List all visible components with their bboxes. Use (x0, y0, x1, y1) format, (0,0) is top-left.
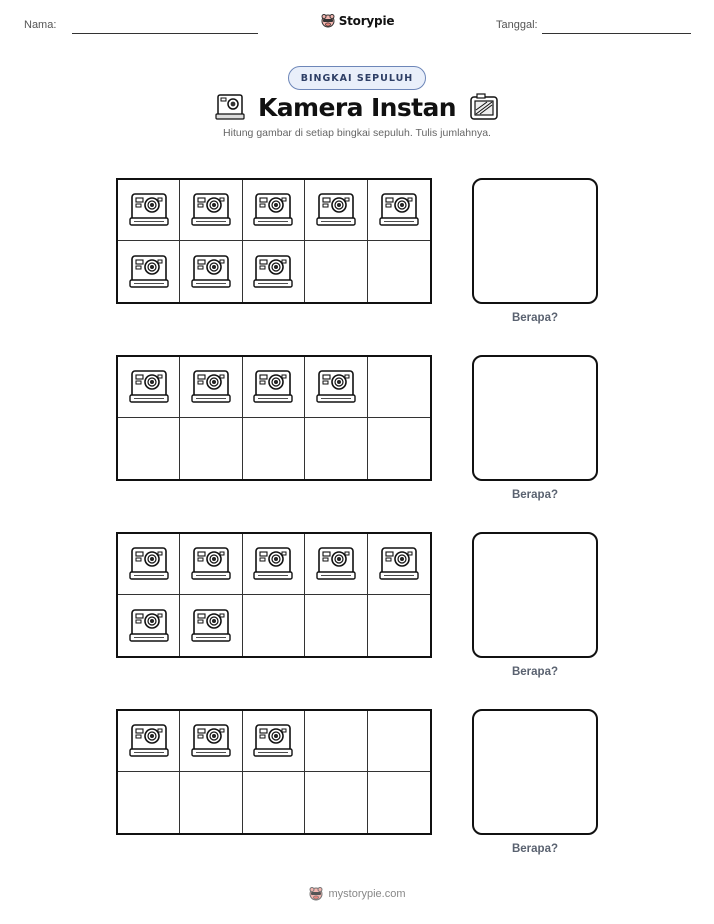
answer-label-2: Berapa? (511, 489, 559, 501)
frame-cell (243, 711, 305, 772)
instant-camera-icon (315, 365, 357, 409)
instant-camera-icon (252, 365, 294, 409)
frame-cell (118, 357, 180, 418)
instant-camera-icon (315, 188, 357, 232)
frame-cell (243, 241, 305, 302)
frame-cell (180, 772, 242, 833)
frame-cell (368, 418, 430, 479)
name-write-line[interactable] (72, 33, 258, 34)
frame-cell (180, 534, 242, 595)
pig-mascot-icon (308, 886, 324, 902)
answer-label-3: Berapa? (511, 666, 559, 678)
answer-label-4: Berapa? (511, 843, 559, 855)
instant-camera-icon (378, 188, 420, 232)
frame-cell (305, 241, 367, 302)
frame-cell (180, 711, 242, 772)
frame-cell (305, 772, 367, 833)
polaroid-camera-icon (214, 92, 246, 122)
frame-cell (368, 772, 430, 833)
frame-cell (243, 418, 305, 479)
instant-camera-icon (190, 604, 232, 648)
ten-frame-3 (116, 532, 432, 658)
footer-url: mystorypie.com (328, 888, 406, 900)
frame-cell (180, 357, 242, 418)
frame-cell (243, 180, 305, 241)
worksheet-type-badge: BINGKAI SEPULUH (288, 66, 426, 90)
instant-camera-icon (190, 188, 232, 232)
instant-camera-icon (252, 250, 294, 294)
frame-cell (118, 180, 180, 241)
frame-cell (118, 711, 180, 772)
frame-cell (305, 180, 367, 241)
answer-label-1: Berapa? (511, 312, 559, 324)
date-write-line[interactable] (542, 33, 691, 34)
frame-cell (368, 711, 430, 772)
frame-cell (243, 772, 305, 833)
frame-cell (118, 595, 180, 656)
instant-camera-icon (128, 542, 170, 586)
frame-cell (368, 180, 430, 241)
frame-cell (243, 595, 305, 656)
ten-frame-4 (116, 709, 432, 835)
instant-camera-icon (128, 719, 170, 763)
frame-cell (305, 418, 367, 479)
title-row (0, 92, 714, 122)
frame-cell (180, 418, 242, 479)
frame-cell (368, 241, 430, 302)
name-label: Nama: (24, 19, 57, 31)
page-title: Kamera Instan (258, 92, 456, 122)
film-camera-icon (468, 92, 500, 122)
frame-cell (180, 595, 242, 656)
pig-mascot-icon (320, 13, 336, 29)
answer-box-4[interactable] (472, 709, 598, 835)
frame-cell (118, 772, 180, 833)
frame-cell (368, 357, 430, 418)
frame-cell (180, 180, 242, 241)
instant-camera-icon (315, 542, 357, 586)
instant-camera-icon (252, 188, 294, 232)
instant-camera-icon (128, 250, 170, 294)
frame-cell (305, 595, 367, 656)
answer-box-2[interactable] (472, 355, 598, 481)
frame-cell (243, 534, 305, 595)
instant-camera-icon (190, 365, 232, 409)
ten-frame-1 (116, 178, 432, 304)
answer-box-1[interactable] (472, 178, 598, 304)
frame-cell (305, 711, 367, 772)
frame-cell (118, 241, 180, 302)
frame-cell (243, 357, 305, 418)
footer (0, 886, 714, 902)
instant-camera-icon (190, 719, 232, 763)
brand-logo (0, 13, 714, 29)
instant-camera-icon (252, 542, 294, 586)
instant-camera-icon (190, 542, 232, 586)
instant-camera-icon (252, 719, 294, 763)
frame-cell (180, 241, 242, 302)
instant-camera-icon (128, 188, 170, 232)
frame-cell (305, 357, 367, 418)
instructions: Hitung gambar di setiap bingkai sepuluh. Tulis jumlahnya. (223, 127, 491, 139)
instant-camera-icon (128, 365, 170, 409)
frame-cell (118, 534, 180, 595)
instant-camera-icon (378, 542, 420, 586)
frame-cell (305, 534, 367, 595)
date-label: Tanggal: (496, 19, 538, 31)
ten-frame-2 (116, 355, 432, 481)
frame-cell (368, 595, 430, 656)
instant-camera-icon (128, 604, 170, 648)
frame-cell (368, 534, 430, 595)
brand-name: Storypie (338, 14, 395, 28)
answer-box-3[interactable] (472, 532, 598, 658)
frame-cell (118, 418, 180, 479)
instant-camera-icon (190, 250, 232, 294)
